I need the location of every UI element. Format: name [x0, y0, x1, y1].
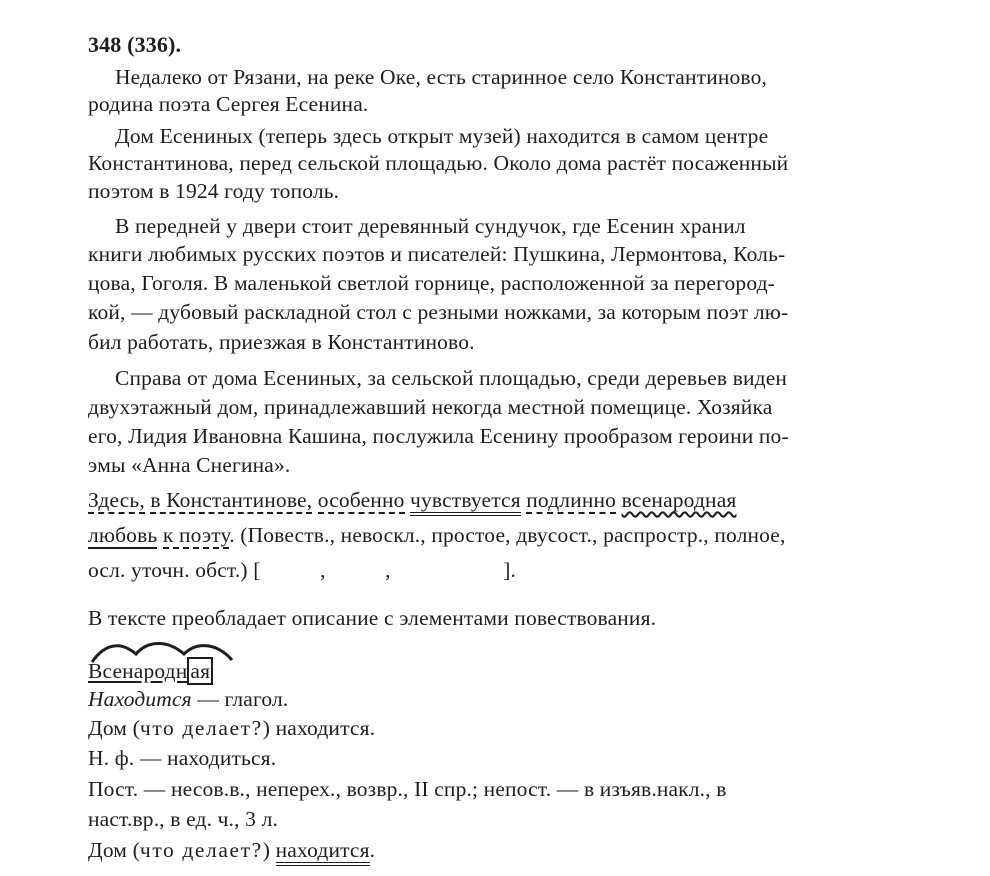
text-line: Константинова, перед сельской площадью. Около дома растёт посаженный: [88, 151, 789, 175]
attribute-word: всенародная: [621, 488, 737, 512]
text-line: Справа от дома Есениных, за сельской площадью, среди деревьев виден: [115, 366, 788, 390]
text-line: цова, Гоголя. В маленькой светлой горнице, расположенной за перегород-: [88, 271, 775, 295]
adverbial-word: Здесь,: [88, 488, 145, 512]
morph-features-line: Пост. — несов.в., неперех., возвр., II спр.; непост. — в изъяв.накл., в: [88, 777, 727, 801]
object-word: к поэту: [162, 523, 230, 547]
predicate-word: находится: [276, 838, 370, 866]
morpheme-analysis: [88, 658, 933, 684]
predicate-word: чувствуется: [410, 488, 521, 516]
adverbial-word: подлинно: [526, 488, 617, 512]
sentence-scheme-line: осл. уточн. обст.) [ , , ].: [88, 558, 517, 582]
exercise-number: 348 (336).: [88, 32, 182, 57]
analyzed-sentence-line: [88, 487, 933, 513]
morph-header: Находится — глагол.: [88, 687, 289, 711]
morph-features-line: наст.вр., в ед. ч., 3 л.: [88, 807, 279, 831]
analyzed-word: Находится: [88, 687, 192, 711]
subject-word: любовь: [88, 523, 158, 547]
adverbial-clarifying: в Константинове,: [150, 488, 313, 512]
morph-question-line: Дом (что делает?) находится.: [88, 716, 376, 740]
conclusion-text: В тексте преобладает описание с элементами повествования.: [88, 606, 657, 630]
root-arc-icon: [88, 636, 238, 666]
text-line: эмы «Анна Снегина».: [88, 453, 291, 477]
adverbial-word: особенно: [317, 488, 405, 512]
scheme-bracket: ].: [503, 558, 517, 582]
scheme-bracket: [: [253, 558, 261, 582]
text-line: кой, — дубовый раскладной стол с резными ножками, за которым поэт лю-: [88, 300, 789, 324]
text-line: Дом Есениных (теперь здесь открыт музей) находится в самом центре: [115, 124, 769, 148]
text-line: В передней у двери стоит деревянный сундучок, где Есенин хранил: [115, 214, 746, 238]
morph-syntax-line: Дом (что делает?) находится.: [88, 837, 933, 863]
text-line: двухэтажный дом, принадлежавший некогда местной помещице. Хозяйка: [88, 395, 773, 419]
text-line: Недалеко от Рязани, на реке Оке, есть старинное село Константиново,: [115, 65, 767, 89]
text-line: бил работать, приезжая в Константиново.: [88, 330, 475, 354]
text-line: поэтом в 1924 году тополь.: [88, 179, 340, 203]
text-line: его, Лидия Ивановна Кашина, послужила Есенину прообразом героини по-: [88, 424, 789, 448]
sentence-characteristics: (Повеств., невоскл., простое, двусост., распростр., полное,: [240, 523, 786, 547]
text-line: родина поэта Сергея Есенина.: [88, 92, 369, 116]
initial-form-line: Н. ф. — находиться.: [88, 746, 277, 770]
analyzed-sentence-line: любовь к поэту. (Повеств., невоскл., простое, двусост., распростр., полное,: [88, 523, 786, 547]
word-stem: Всенародн: [88, 659, 188, 683]
word-ending: ая: [187, 657, 213, 685]
text-line: книги любимых русских поэтов и писателей: Пушкина, Лермонтова, Коль-: [88, 242, 786, 266]
